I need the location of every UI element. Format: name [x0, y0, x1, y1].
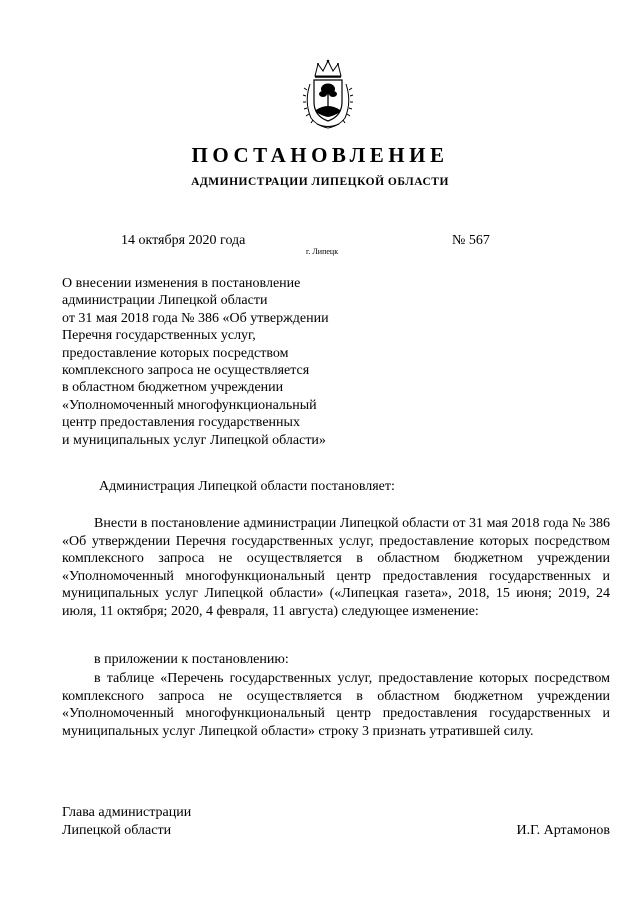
signatory-position	[62, 804, 191, 839]
subject-line: Перечня государственных услуг,	[62, 328, 256, 344]
signatory-position-line: Липецкой области	[62, 822, 172, 838]
subject-line: центр предоставления государственных	[62, 415, 300, 431]
document-date: 14 октября 2020 года	[121, 233, 246, 248]
body-paragraph: в приложении к постановлению:	[94, 652, 289, 667]
signatory-name: И.Г. Артамонов	[516, 823, 610, 838]
subject-line: комплексного запроса не осуществляется	[62, 363, 310, 379]
document-city: г. Липецк	[306, 247, 339, 256]
lipetsk-coat-of-arms-icon	[301, 58, 355, 130]
document-number: № 567	[452, 233, 490, 248]
body-paragraph: в таблице «Перечень государственных услуг, предоставление которых посредством комплексного запроса не осуществляется в областном бюджетном учреждении «Уполномоченный многофункциональный центр предоставления государственных и муниципальных услуг Липецкой области» строку 3 признать утратившей силу.	[62, 671, 610, 739]
subject-line: О внесении изменения в постановление	[62, 276, 301, 291]
document-title: ПОСТАНОВЛЕНИЕ	[191, 143, 449, 167]
signatory-position-line: Глава администрации	[62, 805, 192, 820]
subject-line: администрации Липецкой области	[62, 293, 268, 309]
subject-line: в областном бюджетном учреждении	[62, 380, 284, 396]
issuing-authority: АДМИНИСТРАЦИИ ЛИПЕЦКОЙ ОБЛАСТИ	[191, 176, 449, 188]
subject-line: от 31 мая 2018 года № 386 «Об утверждении	[62, 310, 329, 326]
subject-line: и муниципальных услуг Липецкой области»	[62, 432, 326, 448]
body-paragraph: Внести в постановление администрации Липецкой области от 31 мая 2018 года № 386 «Об утверждении Перечня государственных услуг, предоставление которых посредством комплексного запроса не осуществляется в областном бюджетном учреждении «Уполномоченный многофункциональный центр предоставления государственных и муниципальных услуг Липецкой области» («Липецкая газета», 2018, 15 июня; 2019, 24 июля, 11 октября; 2020, 4 февраля, 11 августа) следующее изменение:	[62, 516, 610, 619]
subject-line: предоставление которых посредством	[62, 345, 289, 361]
preamble: Администрация Липецкой области постановляет:	[99, 479, 395, 494]
subject-line: «Уполномоченный многофункциональный	[62, 397, 317, 413]
document-subject	[62, 275, 382, 449]
